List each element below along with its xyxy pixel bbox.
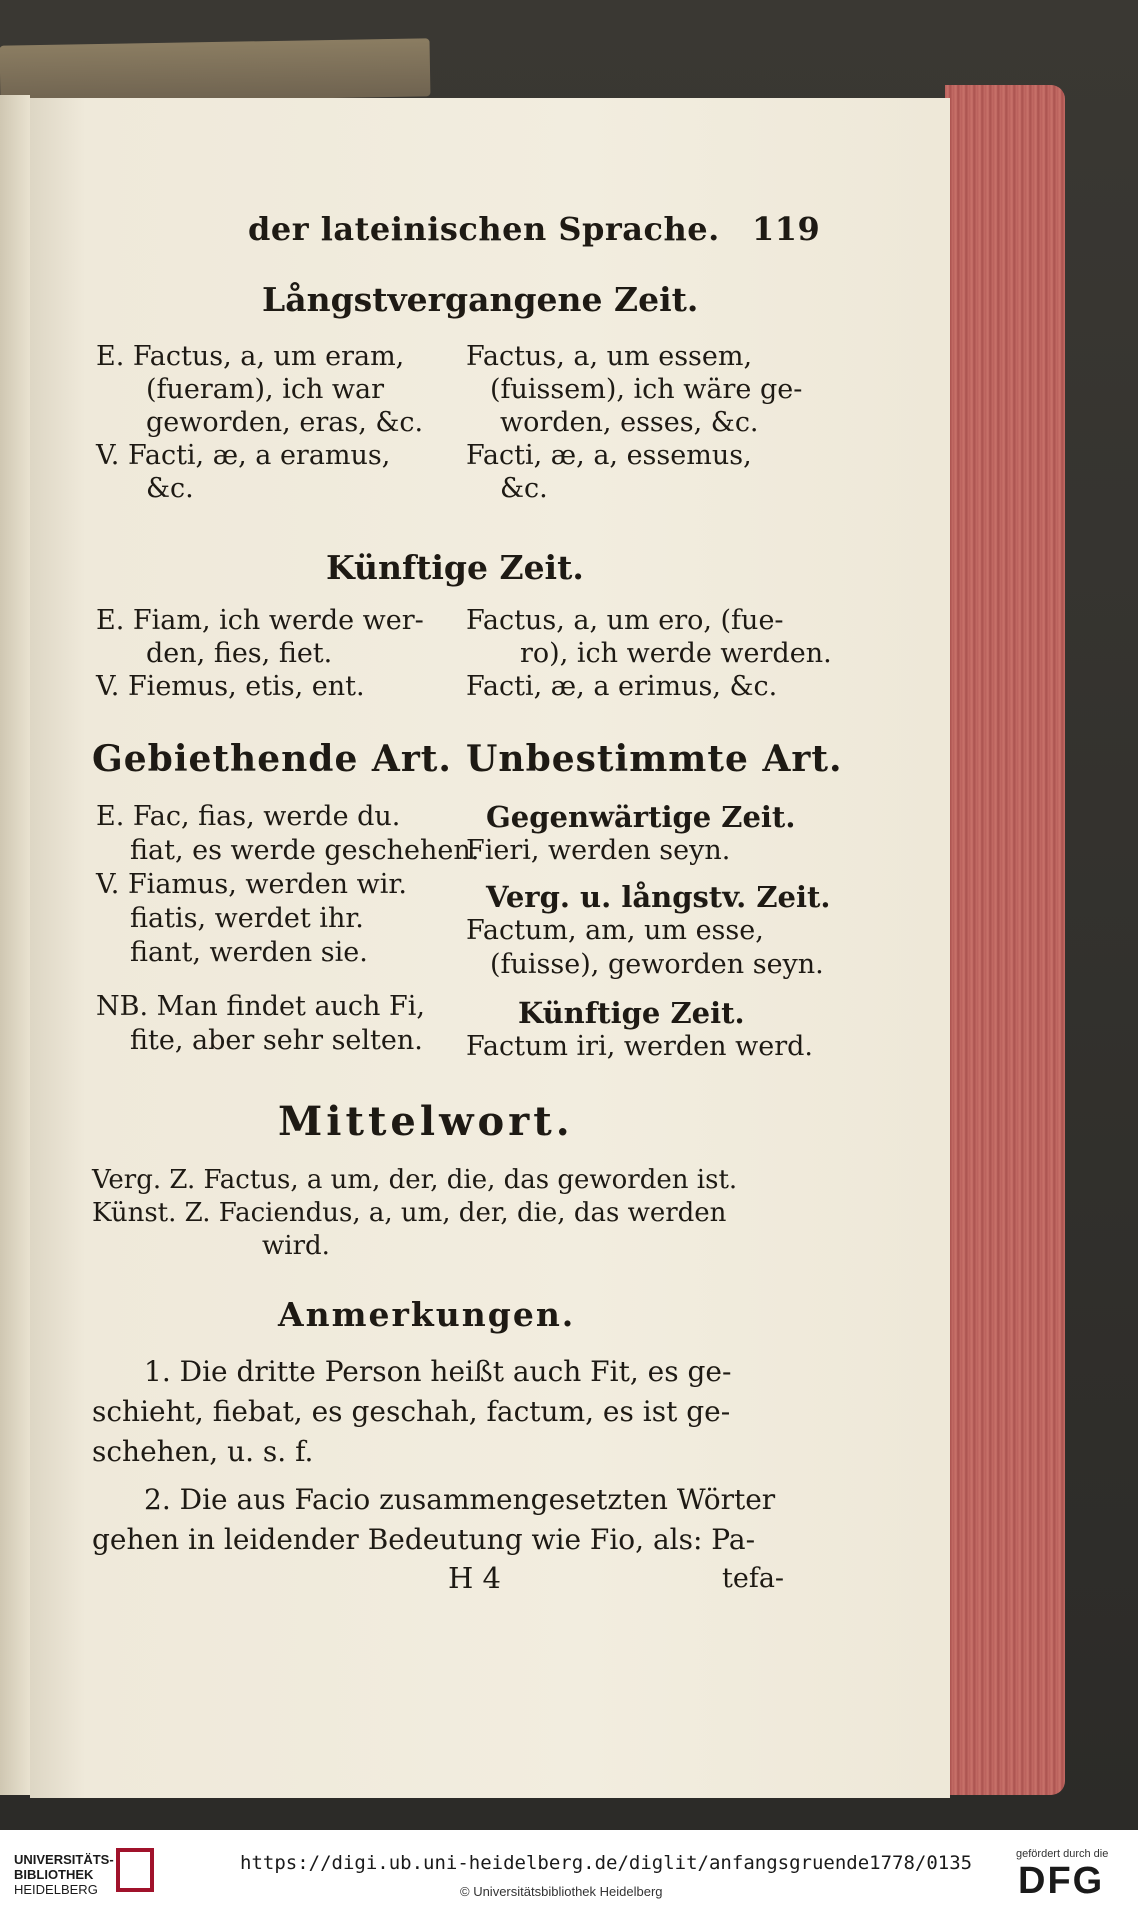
text-line: schehen, u. s. f. — [92, 1435, 314, 1468]
text-line: (fuisse), geworden seyn. — [490, 949, 824, 980]
paragraph — [92, 1352, 731, 1472]
text-line: geworden, eras, &c. — [146, 407, 424, 438]
text-line: Verg. Z. Factus, a um, der, die, das geworden ist. — [92, 1165, 738, 1195]
library-logo[interactable] — [14, 1852, 114, 1897]
subheading: Künftige Zeit. — [518, 996, 745, 1030]
text-line: wird. — [262, 1231, 330, 1261]
text-line: worden, esses, &c. — [500, 407, 759, 438]
text-line: Factus, a, um ero, (fue- — [466, 605, 784, 636]
text-line: gehen in leidender Bedeutung wie Fio, als: Pa- — [92, 1523, 756, 1556]
text-line: V. Facti, æ, a eramus, — [96, 440, 391, 471]
dfg-logo[interactable]: DFG — [1018, 1860, 1105, 1902]
running-title: der lateinischen Sprache. — [248, 210, 720, 248]
left-column — [96, 800, 479, 1058]
section-heading: Mittelwort. — [278, 1098, 574, 1145]
text-line: fite, aber sehr selten. — [130, 1025, 423, 1056]
text-line: Künst. Z. Faciendus, a, um, der, die, das werden — [92, 1198, 727, 1228]
section-heading: Unbestimmte Art. — [466, 738, 843, 780]
text-line: V. Fiemus, etis, ent. — [96, 671, 365, 702]
text-line: fiat, es werde geschehen. — [130, 835, 480, 866]
text-line: NB. Man findet auch Fi, — [96, 991, 425, 1022]
paragraph — [92, 1480, 775, 1560]
text-line: ro), ich werde werden. — [520, 638, 832, 669]
logo-line: BIBLIOTHEK — [14, 1867, 94, 1882]
section-heading: Långstvergangene Zeit. — [262, 280, 699, 319]
text-line: Facti, æ, a, essemus, — [466, 440, 752, 471]
subheading: Verg. u. långstv. Zeit. — [486, 880, 831, 914]
section-heading: Künftige Zeit. — [326, 548, 584, 587]
catchword: tefa- — [722, 1563, 785, 1594]
logo-line: UNIVERSITÄTS- — [14, 1852, 114, 1867]
section-heading: Gebiethende Art. — [92, 738, 452, 780]
text-line: V. Fiamus, werden wir. — [96, 869, 407, 900]
text-line: 1. Die dritte Person heißt auch Fit, es ge- — [144, 1355, 732, 1388]
text-line: Fieri, werden seyn. — [466, 835, 731, 866]
text-line: Factum, am, um esse, — [466, 915, 764, 946]
funding-note: gefördert durch die — [1016, 1848, 1109, 1860]
text-line: 2. Die aus Facio zusammengesetzten Wörter — [144, 1483, 776, 1516]
right-column — [466, 340, 802, 505]
logo-line: HEIDELBERG — [14, 1882, 98, 1897]
text-line: &c. — [500, 473, 548, 504]
text-line: E. Factus, a, um eram, — [96, 341, 405, 372]
participle-block — [92, 1164, 737, 1263]
left-column — [96, 604, 424, 703]
copyright-notice: © Universitätsbibliothek Heidelberg — [460, 1884, 663, 1899]
permalink-url[interactable]: https://digi.ub.uni-heidelberg.de/diglit/anfangsgruende1778/0135 — [240, 1852, 973, 1874]
subheading: Gegenwärtige Zeit. — [486, 800, 796, 834]
text-line: Factum iri, werden werd. — [466, 1031, 813, 1062]
text-line: schieht, fiebat, es geschah, factum, es ist ge- — [92, 1395, 731, 1428]
text-line: E. Fiam, ich werde wer- — [96, 605, 424, 636]
left-column — [96, 340, 423, 505]
text-line: den, fies, fiet. — [146, 638, 333, 669]
text-line: Facti, æ, a erimus, &c. — [466, 671, 778, 702]
right-column — [466, 604, 832, 703]
page-number: 119 — [752, 210, 821, 248]
section-heading: Anmerkungen. — [278, 1295, 576, 1334]
text-line: fiatis, werdet ihr. — [130, 903, 364, 934]
text-line: Factus, a, um essem, — [466, 341, 753, 372]
text-line: fiant, werden sie. — [130, 937, 368, 968]
text-line: E. Fac, fias, werde du. — [96, 801, 401, 832]
right-column — [466, 800, 830, 1064]
library-emblem-icon — [116, 1848, 154, 1892]
text-line: (fueram), ich war — [146, 374, 385, 405]
signature-mark: H 4 — [448, 1561, 501, 1595]
text-line: (fuissem), ich wäre ge- — [490, 374, 803, 405]
text-line: &c. — [146, 473, 194, 504]
